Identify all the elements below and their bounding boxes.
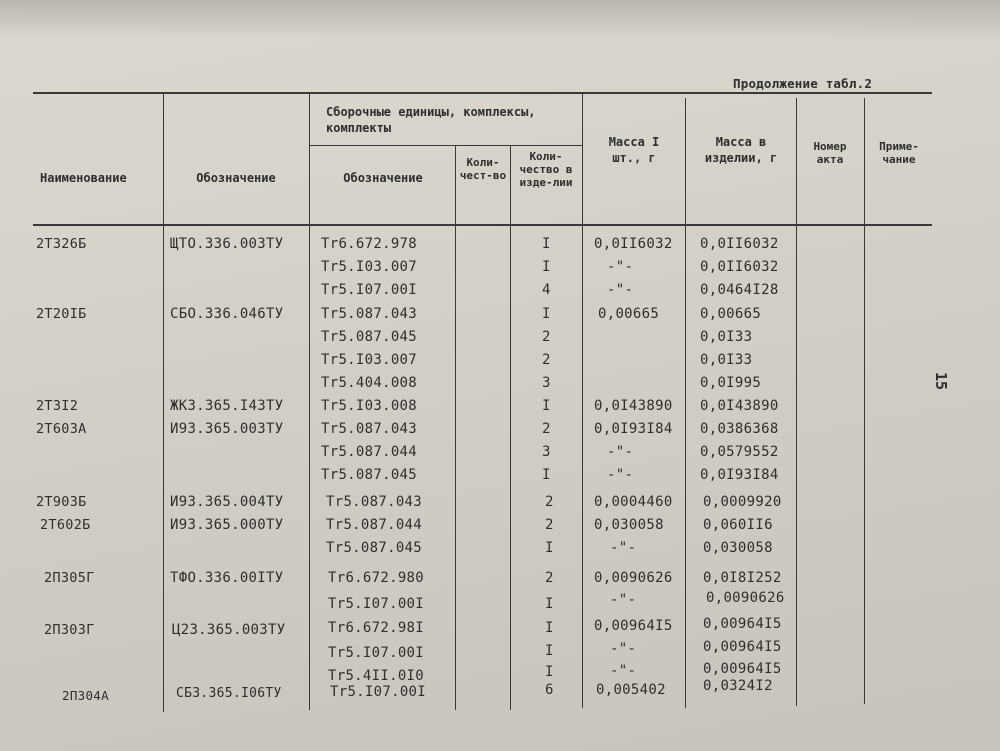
row-mass-product: 0,0090626 (706, 590, 785, 606)
row-assembly: Tr5.087.043 (326, 494, 423, 510)
header-mass-in-product: Масса в изделии, г (704, 135, 778, 165)
header-act-number: Номер акта (813, 140, 847, 166)
row-designation: ЖК3.365.I43ТУ (170, 398, 284, 414)
row-qty-product: I (542, 306, 551, 322)
row-assembly: Tr5.087.045 (321, 329, 418, 345)
row-assembly: Tr5.I07.00I (321, 282, 418, 298)
row-designation: И93.365.004ТУ (170, 494, 284, 510)
row-mass-product: 0,060II6 (703, 517, 773, 533)
row-assembly: Tr6.672.98I (328, 620, 425, 636)
row-mass-product: 0,0II6032 (700, 236, 779, 252)
row-qty-product: I (545, 643, 554, 659)
row-assembly: Tr5.087.044 (321, 444, 418, 460)
row-mass-product: 0,00964I5 (703, 661, 782, 677)
row-qty-product: I (542, 236, 551, 252)
row-assembly: Tr6.672.980 (328, 570, 425, 586)
row-mass-product: 0,00964I5 (703, 616, 782, 632)
row-assembly: Tr5.I07.00I (330, 684, 427, 700)
row-mass-one: 0,030058 (594, 517, 664, 533)
row-mass-one: -"- (610, 663, 637, 679)
row-mass-one: -"- (607, 282, 634, 298)
row-assembly: Tr5.I03.007 (321, 259, 418, 275)
row-qty-product: 6 (545, 682, 554, 698)
column-rule (309, 92, 310, 710)
row-assembly: Tr5.4II.0I0 (328, 668, 425, 684)
row-mass-one: -"- (610, 540, 637, 556)
column-rule (685, 98, 686, 708)
row-assembly: Tr5.I07.00I (328, 596, 425, 612)
row-mass-one: -"- (607, 259, 634, 275)
row-mass-product: 0,0579552 (700, 444, 779, 460)
page-number: 15 (932, 372, 950, 391)
row-qty-product: 2 (545, 517, 554, 533)
row-name: 2П304А (62, 688, 109, 703)
row-mass-one: -"- (610, 592, 637, 608)
row-mass-one: 0,0090626 (594, 570, 673, 586)
row-name: 2Т326Б (36, 236, 87, 252)
header-note: Приме-чание (879, 140, 919, 166)
row-designation: И93.365.003ТУ (170, 421, 284, 437)
column-rule (796, 98, 797, 706)
row-assembly: Tr5.404.008 (321, 375, 418, 391)
row-qty-product: 4 (542, 282, 551, 298)
row-assembly: Tr5.087.043 (321, 306, 418, 322)
row-name: 2Т3I2 (36, 398, 79, 414)
header-mass-one: Масса I шт., г (608, 135, 660, 165)
row-qty-product: I (542, 398, 551, 414)
continuation-label: Продолжение табл.2 (733, 76, 873, 91)
row-mass-product: 0,0386368 (700, 421, 779, 437)
column-rule (510, 146, 511, 710)
row-mass-product: 0,0I995 (700, 375, 762, 391)
row-qty-product: I (545, 664, 554, 680)
row-mass-product: 0,0009920 (703, 494, 782, 510)
row-qty-product: I (542, 467, 551, 483)
row-qty-product: 2 (542, 352, 551, 368)
row-mass-one: 0,0I93I84 (594, 421, 673, 437)
row-assembly: Tr5.I03.008 (321, 398, 418, 414)
row-qty-product: I (545, 596, 554, 612)
row-mass-one: 0,005402 (596, 682, 666, 698)
row-assembly: Tr5.087.044 (326, 517, 423, 533)
column-rule (582, 92, 583, 708)
row-mass-one: 0,0I43890 (594, 398, 673, 414)
row-designation: ТФО.336.00IТУ (170, 570, 284, 586)
row-mass-product: 0,0I93I84 (700, 467, 779, 483)
header-designation: Обозначение (196, 171, 276, 185)
row-designation: Ц23.365.003ТУ (172, 622, 286, 638)
row-mass-product: 0,00964I5 (703, 639, 782, 655)
table-top-rule (33, 92, 932, 94)
row-mass-product: 0,0I33 (700, 329, 753, 345)
row-mass-product: 0,0II6032 (700, 259, 779, 275)
row-designation: И93.365.000ТУ (170, 517, 284, 533)
header-quantity: Коли-чест-во (459, 156, 507, 182)
row-name: 2П303Г (44, 622, 95, 638)
row-assembly: Tr6.672.978 (321, 236, 418, 252)
page-shadow (0, 0, 1000, 40)
row-mass-one: 0,00665 (598, 306, 660, 322)
row-qty-product: 2 (545, 570, 554, 586)
row-mass-one: 0,0004460 (594, 494, 673, 510)
row-assembly: Tr5.087.045 (321, 467, 418, 483)
header-assemblies-group: Сборочные единицы, комплексы, комплекты (326, 105, 536, 135)
column-rule (455, 146, 456, 710)
row-assembly: Tr5.087.045 (326, 540, 423, 556)
row-name: 2Т602Б (40, 517, 91, 533)
row-mass-one: 0,0II6032 (594, 236, 673, 252)
row-qty-product: I (542, 259, 551, 275)
row-qty-product: 3 (542, 444, 551, 460)
row-designation: ЩТО.336.003ТУ (170, 236, 284, 252)
row-qty-product: I (545, 540, 554, 556)
row-qty-product: 3 (542, 375, 551, 391)
row-mass-product: 0,0I8I252 (703, 570, 782, 586)
row-name: 2Т20IБ (36, 306, 87, 322)
row-mass-one: -"- (610, 641, 637, 657)
row-designation: СБО.336.046ТУ (170, 306, 284, 322)
row-mass-one: -"- (607, 467, 634, 483)
row-mass-product: 0,00665 (700, 306, 762, 322)
row-mass-product: 0,0464I28 (700, 282, 779, 298)
column-rule (864, 98, 865, 704)
row-designation: СБ3.365.I06ТУ (176, 686, 282, 701)
row-mass-product: 0,030058 (703, 540, 773, 556)
row-assembly: Tr5.087.043 (321, 421, 418, 437)
row-name: 2Т603А (36, 421, 87, 437)
row-name: 2П305Г (44, 570, 95, 586)
row-qty-product: 2 (542, 421, 551, 437)
row-qty-product: 2 (542, 329, 551, 345)
assemblies-group-rule (310, 145, 582, 146)
row-assembly: Tr5.I07.00I (328, 645, 425, 661)
row-mass-product: 0,0I33 (700, 352, 753, 368)
row-mass-product: 0,0I43890 (700, 398, 779, 414)
row-assembly: Tr5.I03.007 (321, 352, 418, 368)
header-quantity-in-product: Коли-чество в изде-лии (519, 150, 573, 189)
header-assembly-designation: Обозначение (343, 171, 423, 185)
row-qty-product: I (545, 620, 554, 636)
header-name: Наименование (40, 171, 127, 185)
row-name: 2Т903Б (36, 494, 87, 510)
row-mass-product: 0,0324I2 (703, 678, 773, 694)
row-mass-one: -"- (607, 444, 634, 460)
row-qty-product: 2 (545, 494, 554, 510)
row-mass-one: 0,00964I5 (594, 618, 673, 634)
